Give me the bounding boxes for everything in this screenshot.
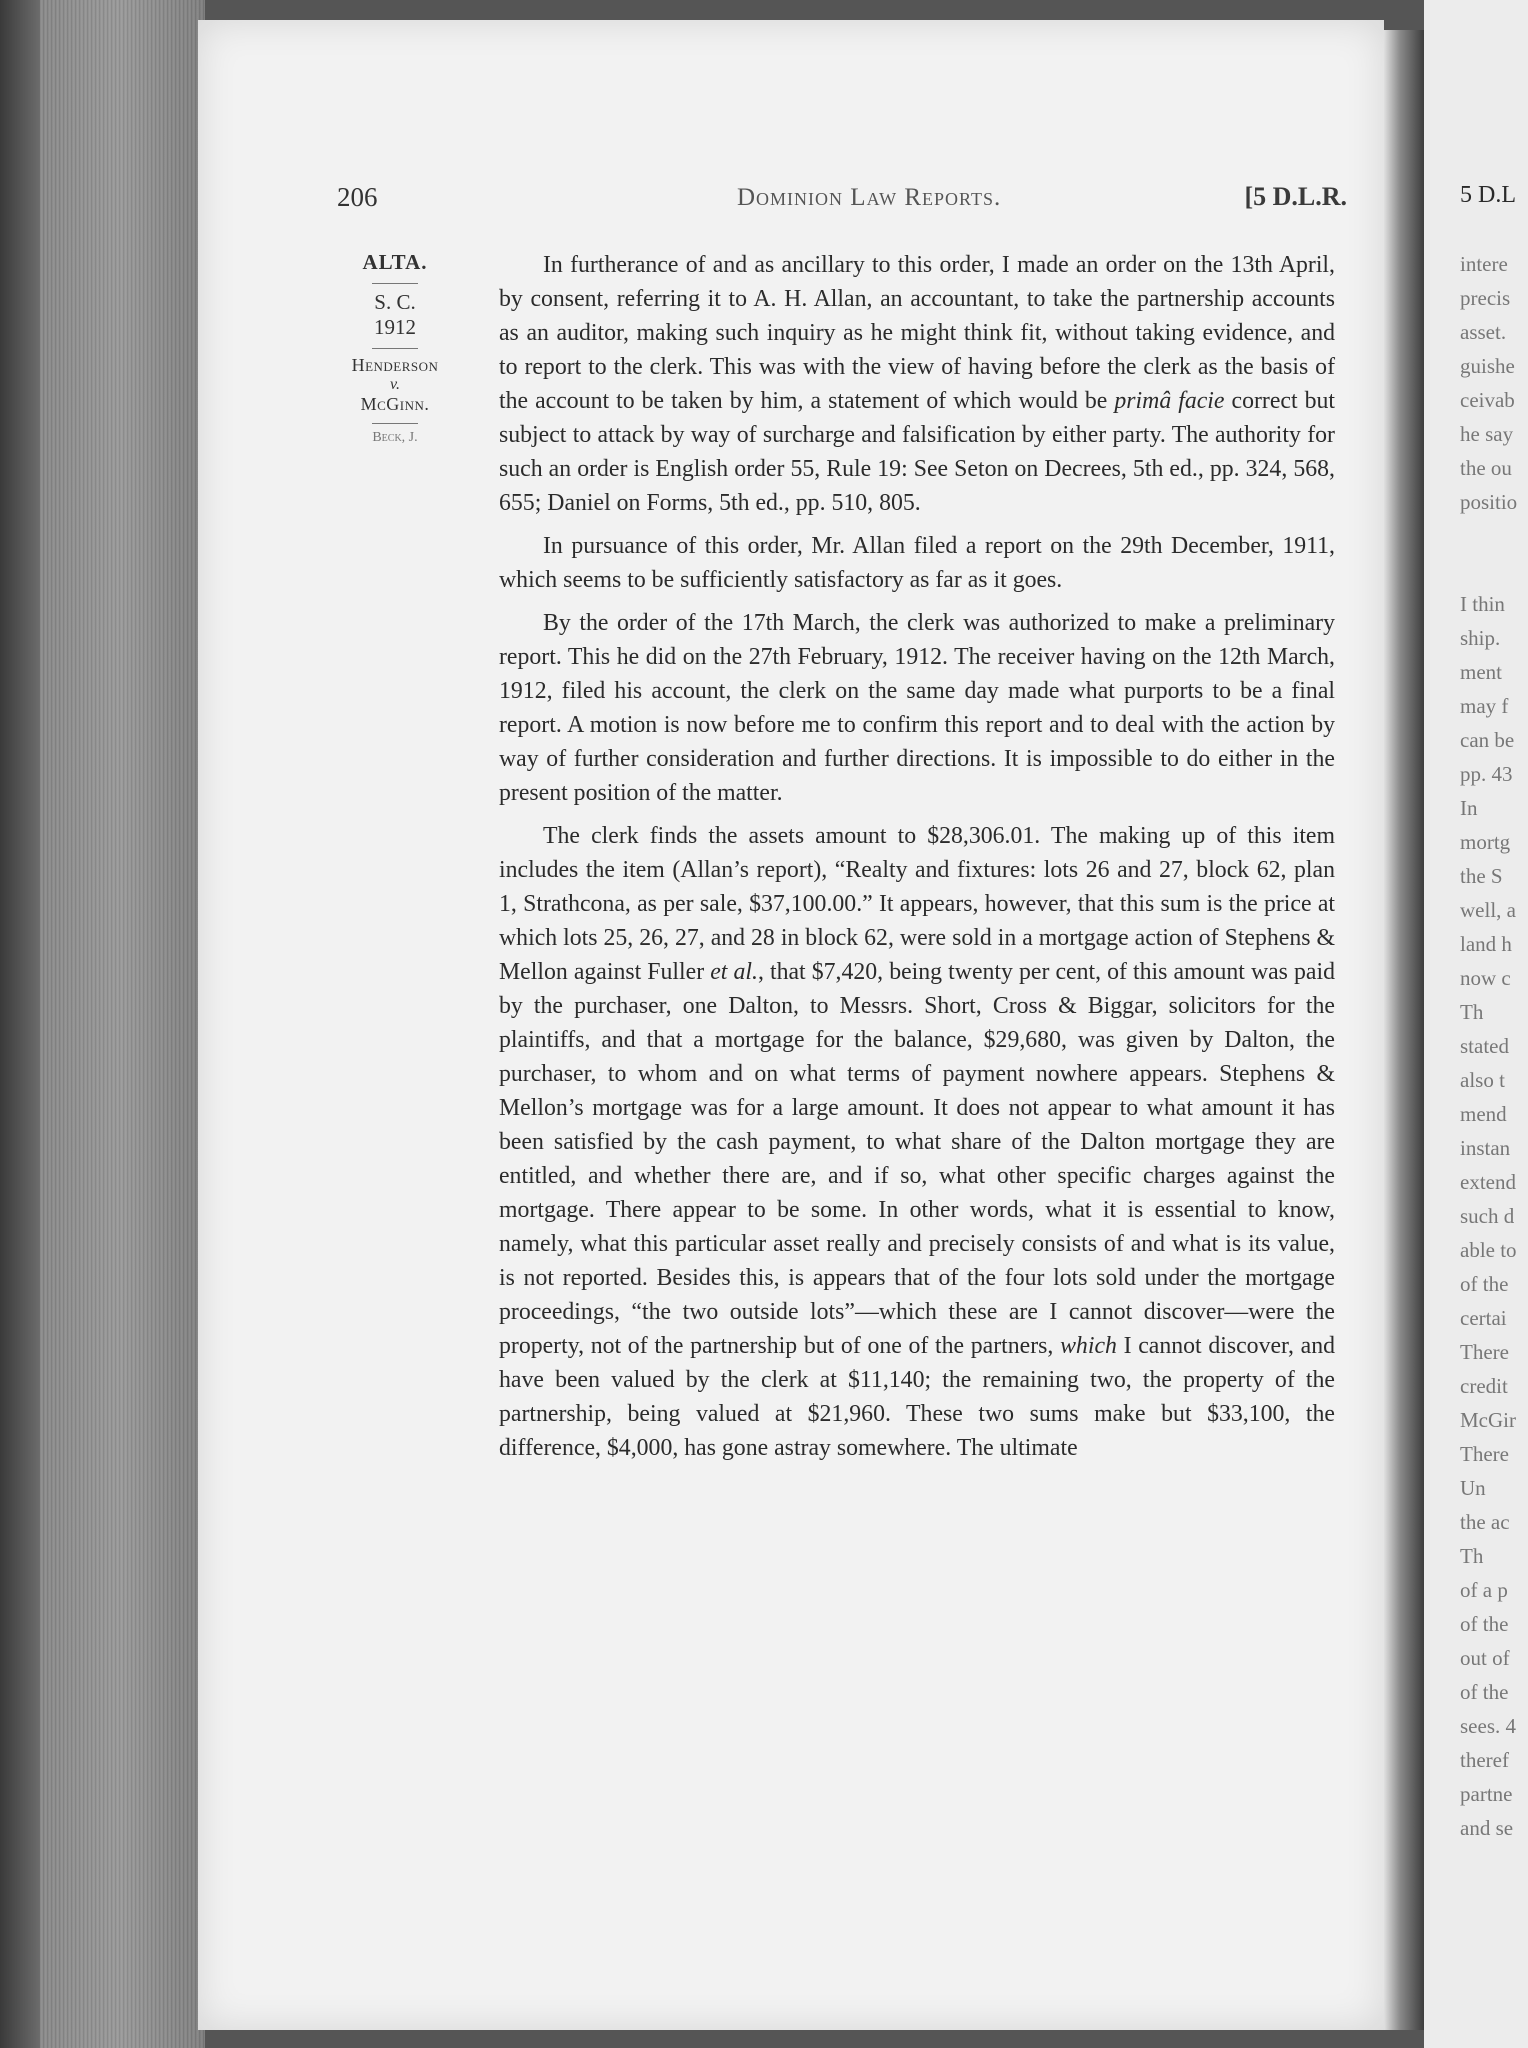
margin-versus: v. <box>390 376 400 393</box>
facing-page-line: also t <box>1460 1068 1505 1092</box>
facing-page-line: can be <box>1460 728 1515 752</box>
facing-page-line: the ac <box>1460 1510 1510 1534</box>
volume-reference: [5 D.L.R. <box>1244 182 1347 211</box>
facing-page-line: of a p <box>1460 1578 1508 1602</box>
paragraph: By the order of the 17th March, the clerk was authorized to make a preliminary report. This he did on the 27th February, 1912. The receiver having on the 12th March, 1912, filed his account, the clerk on the same day made what purports to be a final report. A motion is now before me to confirm this report and to deal with the action by way of further consideration and further directions. It is impossible to do either in the present position of the matter. <box>499 610 1335 806</box>
facing-page-line: theref <box>1460 1748 1509 1772</box>
facing-page-line: intere <box>1460 252 1508 276</box>
page-edges <box>40 0 205 2048</box>
paragraph-text: , that $7,420, being twenty per cent, of this amount was paid by the purchaser, one Dalton, to Messrs. Short, Cross & Biggar, solicitors for the plaintiffs, and that a mortgage for the balance, $29,680, was given by Dalton, the purchaser, to whom and on what terms of payment nowhere appears. Stephens & Mellon’s mortgage was for a large amount. It does not appear to what amount it has been satisfied by the cash payment, to what share of the Dalton mortgage they are entitled, and whether there are, and if so, what other specific charges against the mortgage. There appear to be some. In other words, what it is essential to know, namely, what this particular asset really and precisely consists of and what is its value, is not reported. Besides this, is appears that of the four lots sold under the mortgage proceedings, “the two outside lots”—which these are I cannot discover—were the property, not of the partnership but of one of the partners, <box>499 959 1335 1359</box>
running-title: Dominion Law Reports. <box>737 184 1002 211</box>
facing-page-line: now c <box>1460 966 1511 990</box>
margin-party-defendant: McGinn. <box>360 394 430 414</box>
facing-page-line: sees. 4 <box>1460 1714 1516 1738</box>
facing-page-line: of the <box>1460 1272 1509 1296</box>
facing-page-line: certai <box>1460 1306 1507 1330</box>
margin-party-plaintiff: Henderson <box>351 355 439 375</box>
judgment-text <box>499 248 1335 1474</box>
facing-page-line: mend <box>1460 1102 1507 1126</box>
facing-page-line: There <box>1460 1340 1509 1364</box>
facing-page-line: credit <box>1460 1374 1508 1398</box>
margin-divider <box>372 348 418 349</box>
page-number: 206 <box>337 182 378 212</box>
facing-page-line: asset. <box>1460 320 1507 344</box>
facing-page-line: In <box>1460 796 1478 820</box>
facing-page-line: the S <box>1460 864 1503 888</box>
facing-page-line: There <box>1460 1442 1509 1466</box>
facing-page-line: ship. <box>1460 626 1501 650</box>
facing-page-line: land h <box>1460 932 1512 956</box>
facing-page-line: ment <box>1460 660 1502 684</box>
facing-page-line: able to <box>1460 1238 1517 1262</box>
facing-page-line: I thin <box>1460 592 1505 616</box>
facing-page-line: of the <box>1460 1680 1509 1704</box>
paragraph: In pursuance of this order, Mr. Allan filed a report on the 29th December, 1911, which seems to be sufficiently satisfactory as far as it goes. <box>499 533 1335 593</box>
margin-province: ALTA. <box>362 250 428 274</box>
paragraph-text: In furtherance of and as ancillary to this order, I made an order on the 13th April, by consent, referring it to A. H. Allan, an accountant, to take the partnership accounts as an auditor, making such inquiry as he might think fit, without taking evidence, and to report to the clerk. This was with the view of having before the clerk as the basis of the account to be taken by him, a statement of which would be <box>499 252 1335 414</box>
italic-term: which <box>1060 1333 1117 1359</box>
facing-page-line: partne <box>1460 1782 1513 1806</box>
facing-page-line: mortg <box>1460 830 1511 854</box>
facing-page-line: well, a <box>1460 898 1516 922</box>
facing-page-line: precis <box>1460 286 1511 310</box>
paragraph-text: correct but subject to attack by way of surcharge and falsification by either party. The authority for such an order is English order 55, Rule 19: See Seton on Decrees, 5th ed., pp. 324, 568, 655; Daniel on Forms, 5th ed., pp. 510, 805. <box>499 388 1336 516</box>
running-header <box>337 182 1347 216</box>
paragraph-text: The clerk finds the assets amount to $28,306.01. The making up of this item includes the item (Allan’s report), “Realty and fixtures: lots 26 and 27, block 62, plan 1, Strathcona, as per sale, $37,100.00.” It appears, however, that this sum is the price at which lots 25, 26, 27, and 28 in block 62, were sold in a mortgage action of Stephens & Mellon against Fuller <box>499 823 1335 985</box>
italic-term: primâ facie <box>1114 388 1225 414</box>
facing-page-line: the ou <box>1460 456 1512 480</box>
facing-page-line: Th <box>1460 1000 1484 1024</box>
paragraph <box>499 819 1335 1465</box>
facing-page-line: McGir <box>1460 1408 1516 1432</box>
margin-note <box>320 250 470 446</box>
facing-page-line: Un <box>1460 1476 1486 1500</box>
facing-page-line: of the <box>1460 1612 1509 1636</box>
facing-page-line: guishe <box>1460 354 1515 378</box>
facing-page-line: instan <box>1460 1136 1511 1160</box>
facing-page-line: extend <box>1460 1170 1516 1194</box>
facing-page-line: out of <box>1460 1646 1510 1670</box>
facing-page-line: Th <box>1460 1544 1484 1568</box>
facing-page-line: and se <box>1460 1816 1514 1840</box>
margin-court: S. C. <box>374 290 416 314</box>
book-gutter <box>1384 30 1424 2030</box>
facing-page-line: he say <box>1460 422 1514 446</box>
paragraph-text: I cannot discover, and have been valued by the clerk at $11,140; the remaining two, the property of the partnership, being valued at $21,960. These two sums make but $33,100, the difference, $4,000, has gone astray somewhere. The ultimate <box>499 1333 1335 1461</box>
facing-page-line: stated <box>1460 1034 1509 1058</box>
facing-page-header: 5 D.L <box>1460 182 1516 208</box>
margin-divider <box>372 283 418 284</box>
paragraph <box>499 248 1335 520</box>
italic-term: et al. <box>710 959 758 985</box>
facing-page-line: such d <box>1460 1204 1515 1228</box>
facing-page-line: may f <box>1460 694 1509 718</box>
facing-page-line: pp. 43 <box>1460 762 1513 786</box>
facing-page <box>1424 0 1528 2048</box>
margin-divider <box>372 423 418 424</box>
margin-judge: Beck, J. <box>372 430 418 445</box>
facing-page-line: ceivab <box>1460 388 1515 412</box>
margin-year: 1912 <box>374 315 416 339</box>
facing-page-line: positio <box>1460 490 1518 514</box>
